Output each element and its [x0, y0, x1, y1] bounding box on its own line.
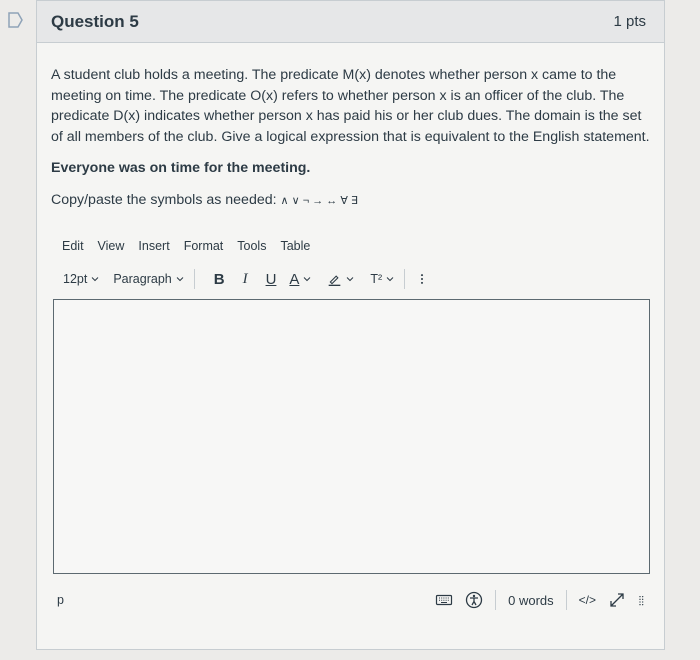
highlighter-icon — [327, 272, 342, 287]
html-editor-toggle[interactable]: </> — [578, 593, 596, 607]
statusbar-divider — [495, 590, 496, 610]
resize-handle-icon[interactable] — [638, 591, 650, 609]
block-format-value: Paragraph — [113, 272, 172, 286]
question-header — [37, 1, 664, 43]
chevron-down-icon — [346, 275, 354, 283]
keyboard-icon[interactable] — [435, 591, 453, 609]
symbols-label: Copy/paste the symbols as needed: — [51, 191, 277, 208]
question-card — [36, 0, 665, 650]
rich-text-editor[interactable] — [53, 299, 650, 574]
question-title: Question 5 — [51, 11, 139, 31]
word-count[interactable]: 0 words — [508, 592, 554, 608]
italic-button[interactable]: I — [242, 270, 248, 287]
superscript-label: T² — [370, 272, 383, 286]
menu-edit[interactable]: Edit — [62, 239, 84, 253]
question-prompt: A student club holds a meeting. The predicate M(x) denotes whether person x came to the meeting on time. The predicate O(x) refers to whether person x is an officer of the club. The predicate D(x) indicates whether person x has paid his or her club dues. The domain is the set of all members of the club. Give a logical expression that is equivalent to the English statement. — [51, 67, 650, 145]
symbols-line — [51, 190, 651, 212]
element-path[interactable]: p — [57, 593, 64, 607]
menu-insert[interactable]: Insert — [138, 239, 170, 253]
fullscreen-icon[interactable] — [608, 591, 626, 609]
bold-button[interactable]: B — [213, 270, 225, 288]
text-color-label: A — [289, 270, 300, 288]
chevron-down-icon — [303, 275, 311, 283]
question-text — [51, 65, 651, 222]
toolbar-divider — [194, 269, 195, 289]
block-format-select[interactable] — [113, 272, 183, 286]
editor-toolbar — [63, 268, 429, 290]
text-color-button[interactable] — [289, 271, 311, 288]
superscript-button[interactable] — [370, 272, 394, 286]
english-statement: Everyone was on time for the meeting. — [51, 160, 311, 176]
underline-button[interactable]: U — [265, 270, 277, 288]
font-size-select[interactable] — [63, 272, 99, 286]
chevron-down-icon — [91, 275, 99, 283]
chevron-down-icon — [386, 275, 394, 283]
editor-statusbar — [53, 585, 650, 615]
flag-icon[interactable] — [6, 11, 24, 29]
question-points: 1 pts — [613, 13, 646, 30]
symbols-list: ∧ ∨ ¬ → ↔ ∀ ∃ — [280, 194, 358, 207]
toolbar-divider — [404, 269, 405, 289]
statusbar-divider — [566, 590, 567, 610]
editor-menubar — [62, 239, 324, 253]
accessibility-icon[interactable] — [465, 591, 483, 609]
menu-table[interactable]: Table — [280, 239, 311, 253]
chevron-down-icon — [176, 275, 184, 283]
menu-format[interactable]: Format — [183, 239, 224, 253]
menu-tools[interactable]: Tools — [237, 239, 267, 253]
highlight-color-button[interactable] — [327, 272, 354, 287]
font-size-value: 12pt — [63, 272, 88, 286]
more-vertical-icon[interactable] — [415, 270, 429, 288]
menu-view[interactable]: View — [97, 239, 125, 253]
